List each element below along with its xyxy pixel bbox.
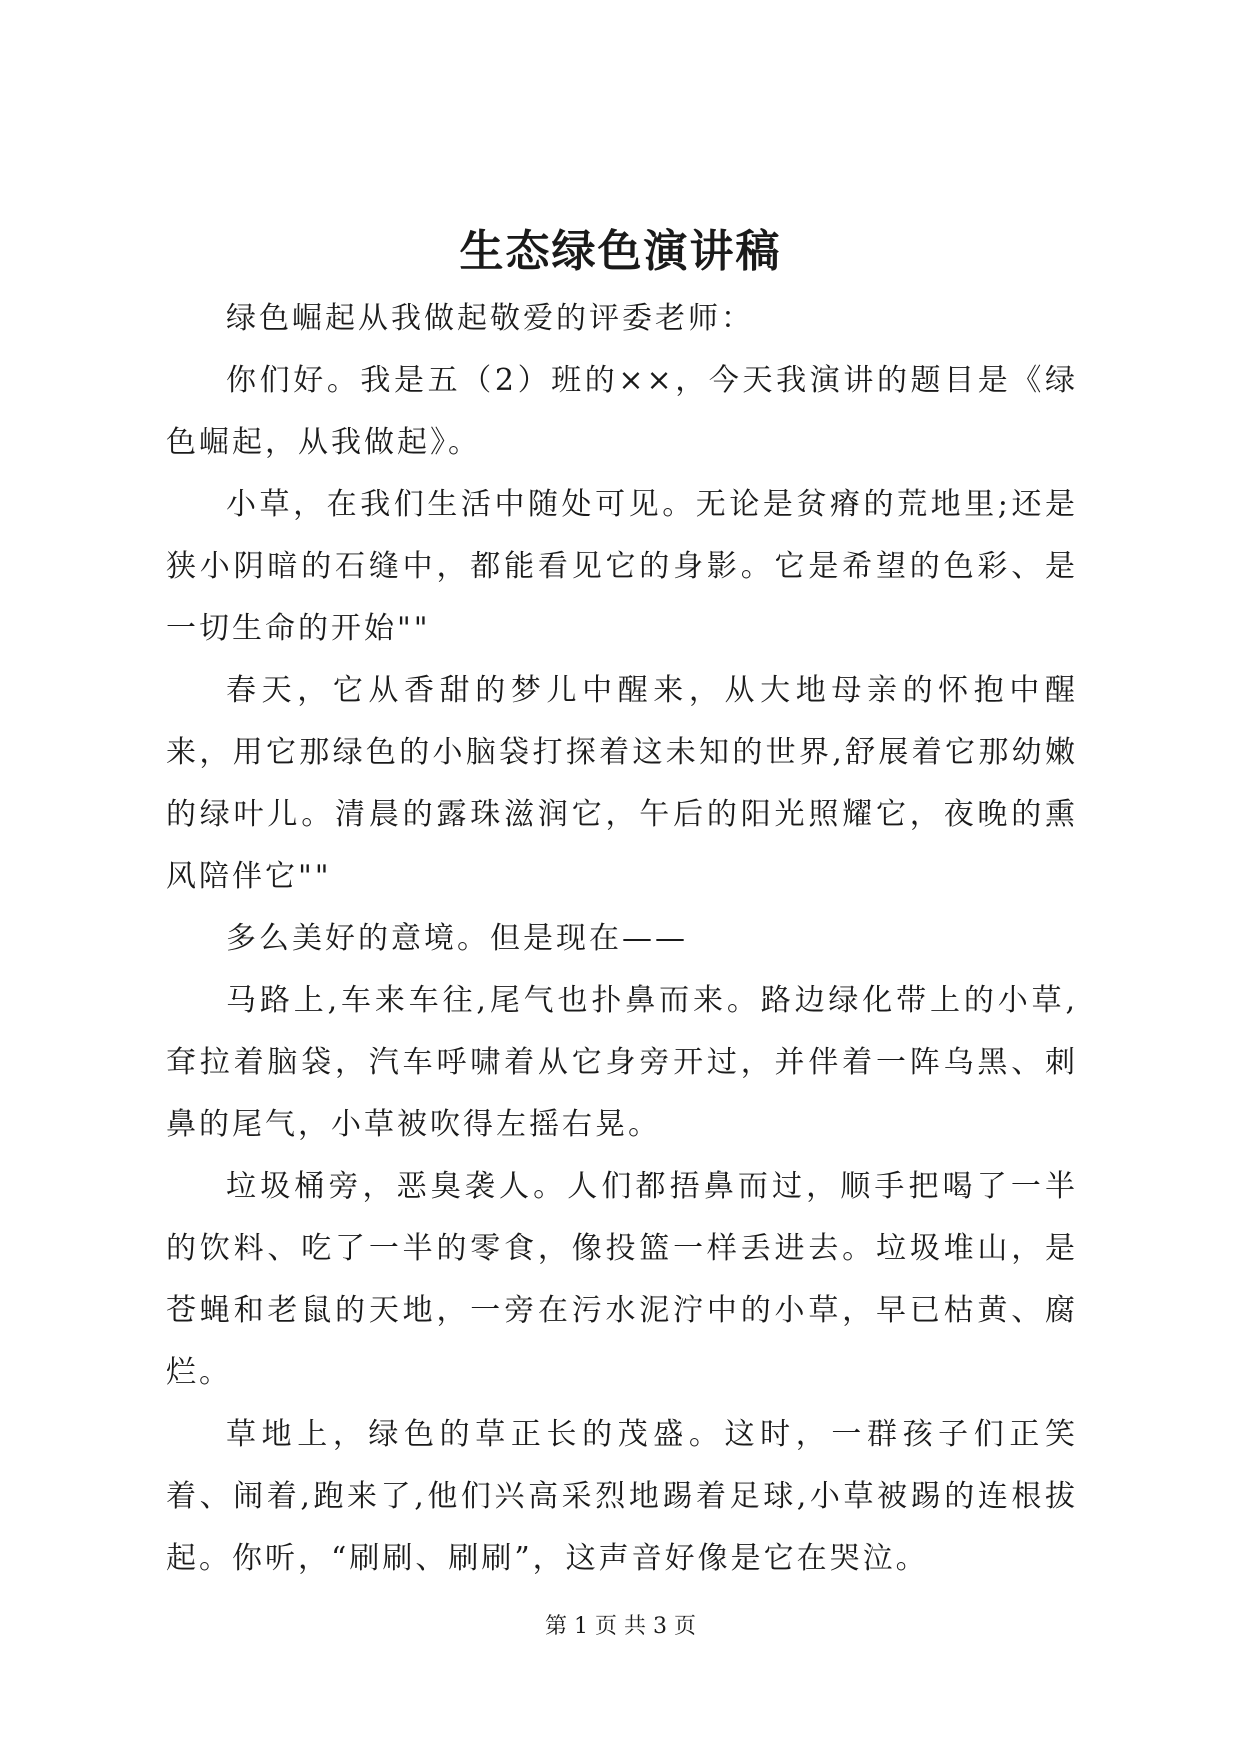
page-footer: 第 1 页 共 3 页 xyxy=(545,1614,696,1639)
paragraph-grass: 小草，在我们生活中随处可见。无论是贫瘠的荒地里;还是狭小阴暗的石缝中，都能看见它的身影。它是希望的色彩、是一切生命的开始"" xyxy=(166,487,1078,646)
paragraph-transition: 多么美好的意境。但是现在—— xyxy=(226,921,688,956)
paragraph-intro: 你们好。我是五（2）班的××，今天我演讲的题目是《绿色崛起，从我做起》。 xyxy=(166,363,1078,460)
paragraph-road: 马路上,车来车往,尾气也扑鼻而来。路边绿化带上的小草,耷拉着脑袋，汽车呼啸着从它身旁开过，并伴着一阵乌黑、刺鼻的尾气，小草被吹得左摇右晃。 xyxy=(166,983,1078,1142)
paragraph-greeting: 绿色崛起从我做起敬爱的评委老师： xyxy=(226,301,754,336)
paragraph-spring: 春天，它从香甜的梦儿中醒来，从大地母亲的怀抱中醒来，用它那绿色的小脑袋打探着这未知的世界,舒展着它那幼嫩的绿叶儿。清晨的露珠滋润它，午后的阳光照耀它，夜晚的熏风陪伴它"" xyxy=(166,673,1078,894)
paragraph-lawn: 草地上，绿色的草正长的茂盛。这时，一群孩子们正笑着、闹着,跑来了,他们兴高采烈地踢着足球,小草被踢的连根拔起。你听，“刷刷、刷刷”，这声音好像是它在哭泣。 xyxy=(166,1417,1078,1576)
page-title: 生态绿色演讲稿 xyxy=(459,226,782,277)
document-body xyxy=(166,288,1078,1590)
paragraph-trash: 垃圾桶旁，恶臭袭人。人们都捂鼻而过，顺手把喝了一半的饮料、吃了一半的零食，像投篮一样丢进去。垃圾堆山，是苍蝇和老鼠的天地，一旁在污水泥泞中的小草，早已枯黄、腐烂。 xyxy=(166,1169,1078,1390)
